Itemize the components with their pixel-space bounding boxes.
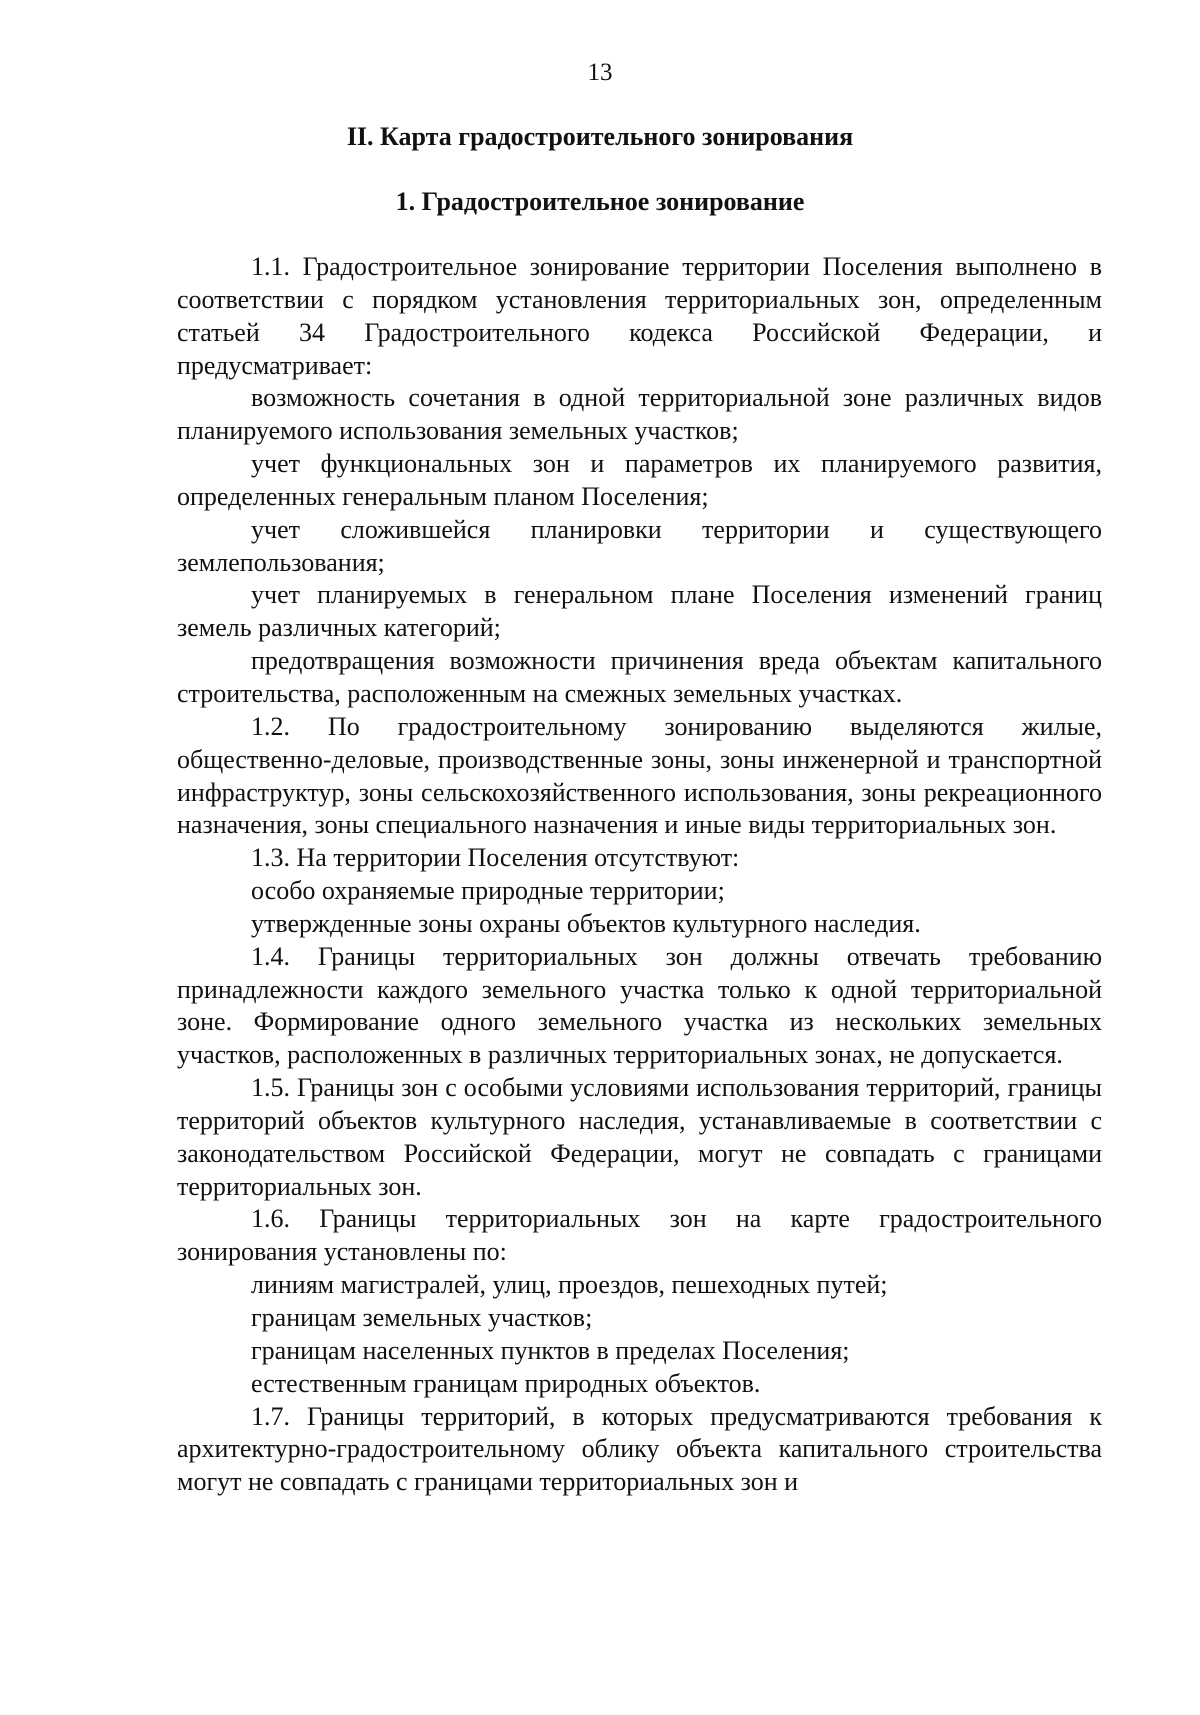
section-title: II. Карта градостроительного зонирования <box>346 122 854 151</box>
list-item: учет планируемых в генеральном плане Поселения изменений границ земель различных категорий; <box>177 580 1102 643</box>
list-item: учет функциональных зон и параметров их планируемого развития, определенных генеральным планом Поселения; <box>177 449 1102 511</box>
list-item: учет сложившейся планировки территории и существующего землепользования; <box>177 514 1102 577</box>
paragraph-1-2: 1.2. По градостроительному зонированию выделяются жилые, общественно-деловые, производственные зоны, зоны инженерной и транспортной инфраструктур, зоны сельскохозяйственного использования, зоны рекреационного назначения, зоны специального назначения и иные виды территориальных зон. <box>177 711 1102 840</box>
list-item: границам населенных пунктов в пределах Поселения; <box>251 1335 850 1365</box>
subsection-title: 1. Градостроительное зонирование <box>395 187 805 216</box>
document-body <box>177 251 1102 1499</box>
paragraph-1-4: 1.4. Границы территориальных зон должны отвечать требованию принадлежности каждого земельного участка только к одной территориальной зоне. Формирование одного земельного участка из нескольких земельных участков, расположенных в различных территориальных зонах, не допускается. <box>177 941 1102 1070</box>
paragraph-1-5: 1.5. Границы зон с особыми условиями использования территорий, границы территорий объектов культурного наследия, устанавливаемые в соответствии с законодательством Российской Федерации, могут не совпадать с границами территориальных зон. <box>177 1073 1102 1201</box>
list-item: линиям магистралей, улиц, проездов, пешеходных путей; <box>251 1270 888 1300</box>
page-number: 13 <box>587 59 613 86</box>
list-item: границам земельных участков; <box>251 1303 593 1332</box>
paragraph-1-1: 1.1. Градостроительное зонирование территории Поселения выполнено в соответствии с порядком установления территориальных зон, определенным статьей 34 Градостроительного кодекса Российской Федерации, и предусматривает: <box>177 252 1102 380</box>
list-item: особо охраняемые природные территории; <box>251 876 725 906</box>
list-item: естественным границам природных объектов. <box>251 1368 761 1398</box>
paragraph-1-6: 1.6. Границы территориальных зон на карте градостроительного зонирования установлены по: <box>177 1204 1102 1267</box>
paragraph-1-3: 1.3. На территории Поселения отсутствуют: <box>251 843 740 873</box>
list-item: утвержденные зоны охраны объектов культурного наследия. <box>251 908 921 938</box>
paragraph-1-7: 1.7. Границы территорий, в которых предусматриваются требования к архитектурно-градостроительному облику объекта капитального строительства могут не совпадать с границами территориальных зон и <box>177 1401 1102 1497</box>
list-item: возможность сочетания в одной территориальной зоне различных видов планируемого использования земельных участков; <box>177 383 1102 446</box>
list-item: предотвращения возможности причинения вреда объектам капитального строительства, расположенным на смежных земельных участках. <box>177 646 1102 708</box>
